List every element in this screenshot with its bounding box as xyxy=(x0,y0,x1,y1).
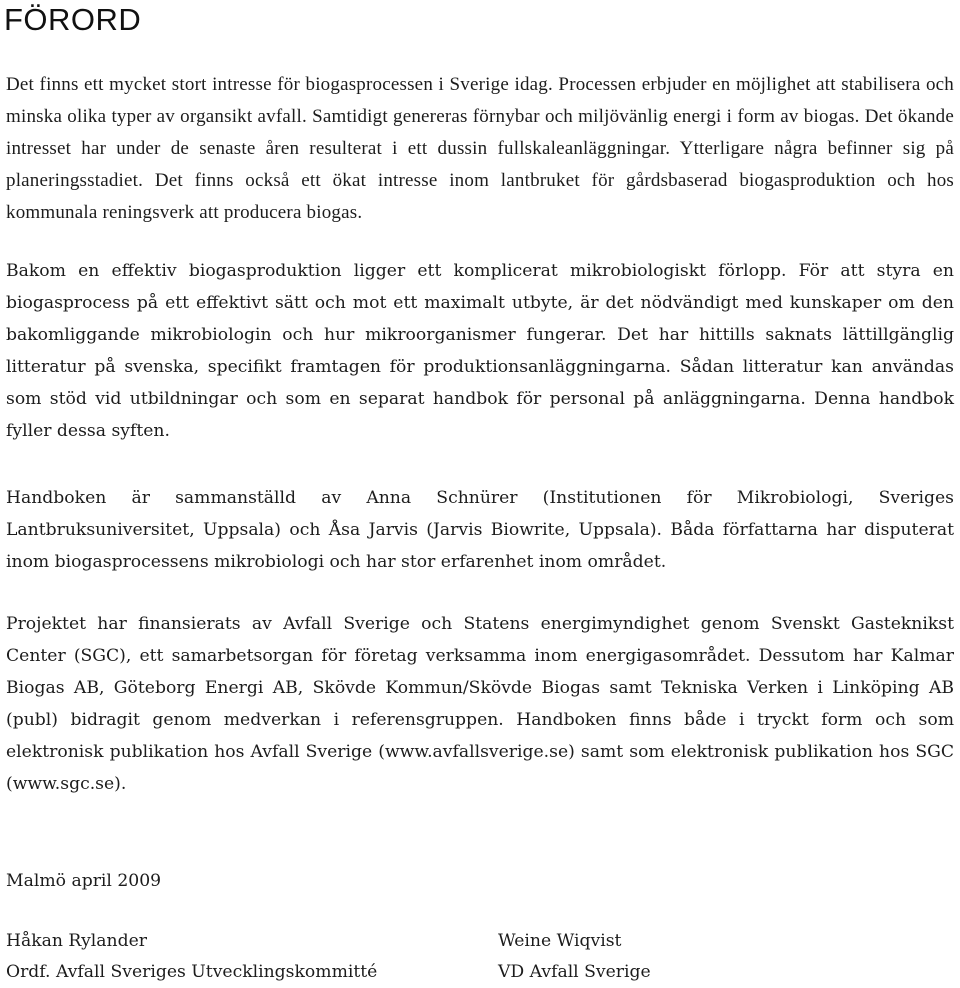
paragraph-authors: Handboken är sammanställd av Anna Schnürer (Institutionen för Mikrobiologi, Sveriges Lantbruksuniversitet, Uppsala) och Åsa Jarvis (Jarvis Biowrite, Uppsala). Båda författarna har disputerat inom biogasprocessens mikrobiologi och har stor erfarenhet inom området. xyxy=(6,488,954,572)
signature-role: VD Avfall Sverige xyxy=(498,962,651,982)
paragraph-funding: Projektet har finansierats av Avfall Sverige och Statens energimyndighet genom Svenskt Gasteknikst Center (SGC), ett samarbetsorgan för företag verksamma inom energigasområdet. Dessutom har Kalmar Biogas AB, Göteborg Energi AB, Skövde Kommun/Skövde Biogas samt Tekniska Verken i Linköping AB (publ) bidragit genom medverkan i referensgruppen. Handboken finns både i tryckt form och som elektronisk publikation hos Avfall Sverige (www.avfallsverige.se) samt som elektronisk publikation hos SGC (www.sgc.se). xyxy=(6,614,954,794)
dateline: Malmö april 2009 xyxy=(6,871,162,891)
signature-name: Håkan Rylander xyxy=(6,931,147,951)
signature-block-right xyxy=(498,926,651,988)
signature-block-left xyxy=(6,926,377,988)
paragraph-microbiology: Bakom en effektiv biogasproduktion ligger ett komplicerat mikrobiologiskt förlopp. För att styra en biogasprocess på ett effektivt sätt och mot ett maximalt utbyte, är det nödvändigt med kunskaper om den bakomliggande mikrobiologin och hur mikroorganismer fungerar. Det har hittills saknats lättillgänglig litteratur på svenska, specifikt framtagen för produktionsanläggningarna. Sådan litteratur kan användas som stöd vid utbildningar och som en separat handbok för personal på anläggningarna. Denna handbok fyller dessa syften. xyxy=(6,261,954,441)
page-title: FÖRORD xyxy=(4,2,142,37)
paragraph-intro: Det finns ett mycket stort intresse för biogasprocessen i Sverige idag. Processen erbjuder en möjlighet att stabilisera och minska olika typer av organsikt avfall. Samtidigt genereras förnybar och miljövänlig energi i form av biogas. Det ökande intresset har under de senaste åren resulterat i ett dussin fullskaleanläggningar. Ytterligare några befinner sig på planeringsstadiet. Det finns också ett ökat intresse inom lantbruket för gårdsbaserad biogasproduktion och hos kommunala reningsverk att producera biogas. xyxy=(6,74,954,223)
signature-role: Ordf. Avfall Sveriges Utvecklingskommitté xyxy=(6,962,378,982)
signature-name: Weine Wiqvist xyxy=(498,931,622,951)
